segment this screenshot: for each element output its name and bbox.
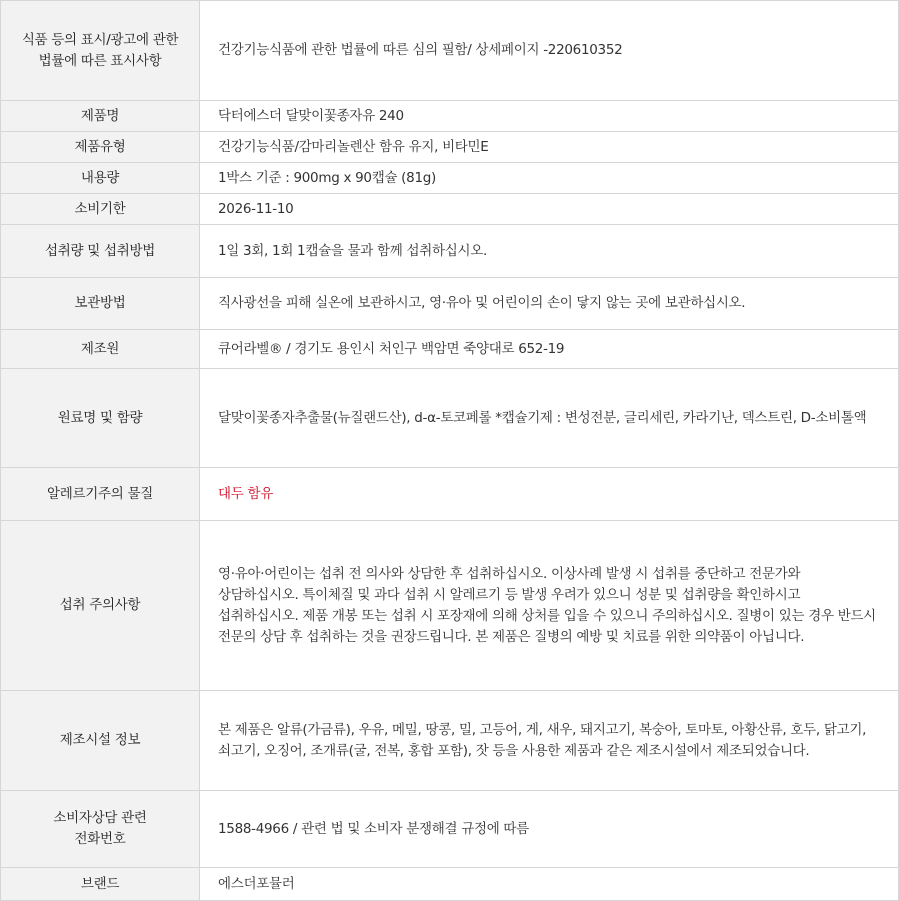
row-label: 내용량 — [1, 163, 200, 194]
row-label: 제조원 — [1, 330, 200, 369]
row-label: 제품유형 — [1, 132, 200, 163]
allergen-value: 대두 함유 — [200, 468, 899, 521]
table-row — [1, 1, 899, 101]
table-row — [1, 468, 899, 521]
row-label: 소비기한 — [1, 194, 200, 225]
table-row — [1, 369, 899, 468]
row-value: 1일 3회, 1회 1캡슐을 물과 함께 섭취하십시오. — [200, 225, 899, 278]
table-row — [1, 521, 899, 691]
row-value: 큐어라벨® / 경기도 용인시 처인구 백암면 죽양대로 652-19 — [200, 330, 899, 369]
row-label: 제품명 — [1, 101, 200, 132]
row-value: 건강기능식품에 관한 법률에 따른 심의 필함/ 상세페이지 -220610352 — [200, 1, 899, 101]
row-label: 섭취 주의사항 — [1, 521, 200, 691]
table-row — [1, 194, 899, 225]
table-row — [1, 163, 899, 194]
row-value: 달맞이꽃종자추출물(뉴질랜드산), d-α-토코페롤 *캡슐기제 : 변성전분, 글리세린, 카라기난, 덱스트린, D-소비톨액 — [200, 369, 899, 468]
table-row — [1, 791, 899, 868]
table-row — [1, 278, 899, 330]
row-label: 알레르기주의 물질 — [1, 468, 200, 521]
row-label: 브랜드 — [1, 868, 200, 901]
row-value: 닥터에스더 달맞이꽃종자유 240 — [200, 101, 899, 132]
row-value: 1박스 기준 : 900mg x 90캡슐 (81g) — [200, 163, 899, 194]
row-value: 건강기능식품/감마리놀렌산 함유 유지, 비타민E — [200, 132, 899, 163]
table-row — [1, 101, 899, 132]
row-value: 1588-4966 / 관련 법 및 소비자 분쟁해결 규정에 따름 — [200, 791, 899, 868]
row-label: 식품 등의 표시/광고에 관한 법률에 따른 표시사항 — [1, 1, 200, 101]
row-value: 에스더포뮬러 — [200, 868, 899, 901]
row-value: 본 제품은 알류(가금류), 우유, 메밀, 땅콩, 밀, 고등어, 게, 새우, 돼지고기, 복숭아, 토마토, 아황산류, 호두, 닭고기, 쇠고기, 오징어, 조개류(굴, 전복, 홍합 포함), 잣 등을 사용한 제품과 같은 제조시설에서 제조되었습니다. — [200, 691, 899, 791]
row-value: 영·유아·어린이는 섭취 전 의사와 상담한 후 섭취하십시오. 이상사례 발생 시 섭취를 중단하고 전문가와 상담하십시오. 특이체질 및 과다 섭취 시 알레르기 등 발생 우려가 있으니 성분 및 섭취량을 확인하시고 섭취하십시오. 제품 개봉 또는 섭취 시 포장재에 의해 상처를 입을 수 있으니 주의하십시오. 질병이 있는 경우 반드시 전문의 상담 후 섭취하는 것을 권장드립니다. 본 제품은 질병의 예방 및 치료를 위한 의약품이 아닙니다. — [200, 521, 899, 691]
row-label: 섭취량 및 섭취방법 — [1, 225, 200, 278]
row-label: 제조시설 정보 — [1, 691, 200, 791]
row-value: 직사광선을 피해 실온에 보관하시고, 영·유아 및 어린이의 손이 닿지 않는 곳에 보관하십시오. — [200, 278, 899, 330]
row-label: 소비자상담 관련 전화번호 — [1, 791, 200, 868]
table-row — [1, 691, 899, 791]
table-row — [1, 132, 899, 163]
table-row — [1, 330, 899, 369]
row-label: 보관방법 — [1, 278, 200, 330]
table-row — [1, 225, 899, 278]
row-value: 2026-11-10 — [200, 194, 899, 225]
table-row — [1, 868, 899, 901]
row-label: 원료명 및 함량 — [1, 369, 200, 468]
